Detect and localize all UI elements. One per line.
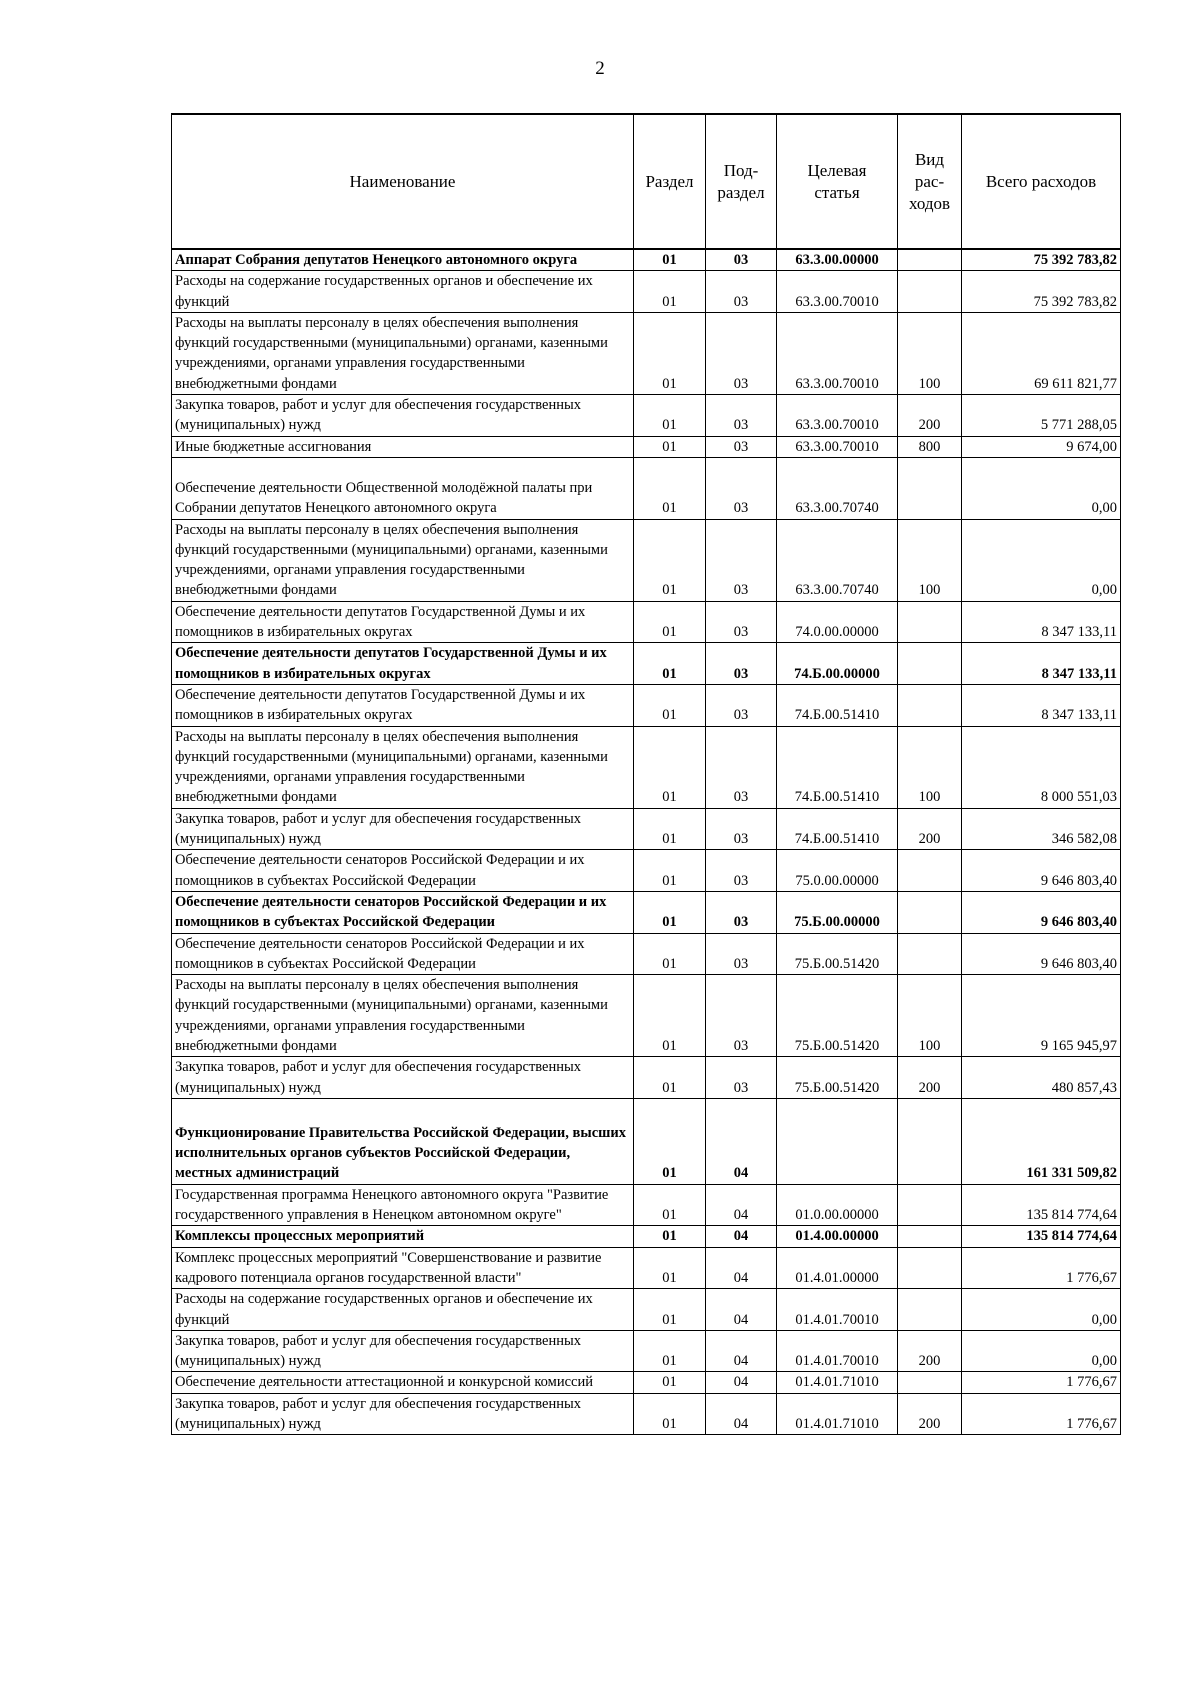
cell-subsection: 03 bbox=[706, 726, 777, 808]
table-row bbox=[172, 1247, 1121, 1289]
cell-name: Закупка товаров, работ и услуг для обеспечения государственных (муниципальных) нужд bbox=[172, 808, 634, 850]
page-number: 2 bbox=[595, 58, 605, 79]
cell-kind bbox=[898, 1184, 962, 1226]
cell-name: Закупка товаров, работ и услуг для обеспечения государственных (муниципальных) нужд bbox=[172, 1393, 634, 1435]
cell-section: 01 bbox=[634, 457, 706, 519]
table-row bbox=[172, 643, 1121, 685]
cell-name: Комплекс процессных мероприятий "Совершенствование и развитие кадрового потенциала органов государственной власти" bbox=[172, 1247, 634, 1289]
cell-section: 01 bbox=[634, 1372, 706, 1393]
cell-total: 135 814 774,64 bbox=[962, 1184, 1121, 1226]
cell-total: 1 776,67 bbox=[962, 1247, 1121, 1289]
cell-total: 480 857,43 bbox=[962, 1057, 1121, 1099]
cell-total: 0,00 bbox=[962, 519, 1121, 601]
cell-subsection: 03 bbox=[706, 249, 777, 271]
cell-total: 135 814 774,64 bbox=[962, 1226, 1121, 1247]
table-row bbox=[172, 1393, 1121, 1435]
cell-total: 75 392 783,82 bbox=[962, 271, 1121, 313]
table-row bbox=[172, 436, 1121, 457]
cell-subsection: 03 bbox=[706, 850, 777, 892]
cell-subsection: 03 bbox=[706, 601, 777, 643]
cell-target: 01.4.01.71010 bbox=[777, 1372, 898, 1393]
cell-target: 74.Б.00.00000 bbox=[777, 643, 898, 685]
table-row bbox=[172, 1057, 1121, 1099]
table-row bbox=[172, 726, 1121, 808]
cell-section: 01 bbox=[634, 1289, 706, 1331]
cell-target: 63.3.00.70010 bbox=[777, 271, 898, 313]
table-row bbox=[172, 1289, 1121, 1331]
cell-target bbox=[777, 1098, 898, 1184]
cell-subsection: 03 bbox=[706, 271, 777, 313]
cell-target: 01.4.00.00000 bbox=[777, 1226, 898, 1247]
cell-name: Закупка товаров, работ и услуг для обеспечения государственных (муниципальных) нужд bbox=[172, 395, 634, 437]
cell-section: 01 bbox=[634, 271, 706, 313]
cell-name: Обеспечение деятельности сенаторов Российской Федерации и их помощников в субъектах Российской Федерации bbox=[172, 933, 634, 975]
cell-target: 75.0.00.00000 bbox=[777, 850, 898, 892]
cell-total: 8 347 133,11 bbox=[962, 684, 1121, 726]
cell-target: 75.Б.00.51420 bbox=[777, 975, 898, 1057]
cell-section: 01 bbox=[634, 726, 706, 808]
cell-subsection: 04 bbox=[706, 1247, 777, 1289]
cell-target: 75.Б.00.51420 bbox=[777, 1057, 898, 1099]
cell-kind bbox=[898, 249, 962, 271]
cell-subsection: 03 bbox=[706, 808, 777, 850]
cell-kind: 800 bbox=[898, 436, 962, 457]
cell-subsection: 03 bbox=[706, 891, 777, 933]
cell-name: Расходы на выплаты персоналу в целях обеспечения выполнения функций государственными (муниципальными) органами, казенными учреждениями, органами управления государственными внебюджетными фондами bbox=[172, 312, 634, 394]
cell-subsection: 03 bbox=[706, 395, 777, 437]
cell-subsection: 03 bbox=[706, 933, 777, 975]
cell-section: 01 bbox=[634, 891, 706, 933]
table-row bbox=[172, 312, 1121, 394]
cell-name: Обеспечение деятельности сенаторов Российской Федерации и их помощников в субъектах Российской Федерации bbox=[172, 891, 634, 933]
cell-total: 9 646 803,40 bbox=[962, 891, 1121, 933]
cell-name: Комплексы процессных мероприятий bbox=[172, 1226, 634, 1247]
cell-section: 01 bbox=[634, 975, 706, 1057]
table-body bbox=[172, 249, 1121, 1435]
cell-kind bbox=[898, 457, 962, 519]
cell-target: 63.3.00.70010 bbox=[777, 312, 898, 394]
cell-name: Государственная программа Ненецкого автономного округа "Развитие государственного управления в Ненецком автономном округе" bbox=[172, 1184, 634, 1226]
cell-name: Функционирование Правительства Российской Федерации, высших исполнительных органов субъектов Российской Федерации, местных администраций bbox=[172, 1098, 634, 1184]
cell-target: 63.3.00.00000 bbox=[777, 249, 898, 271]
cell-total: 5 771 288,05 bbox=[962, 395, 1121, 437]
cell-kind bbox=[898, 684, 962, 726]
header-kind: Вид рас- ходов bbox=[898, 114, 962, 249]
header-name: Наименование bbox=[172, 114, 634, 249]
cell-target: 74.Б.00.51410 bbox=[777, 808, 898, 850]
cell-total: 1 776,67 bbox=[962, 1393, 1121, 1435]
cell-section: 01 bbox=[634, 312, 706, 394]
cell-kind bbox=[898, 1098, 962, 1184]
cell-name: Закупка товаров, работ и услуг для обеспечения государственных (муниципальных) нужд bbox=[172, 1330, 634, 1372]
cell-target: 63.3.00.70740 bbox=[777, 457, 898, 519]
cell-kind: 200 bbox=[898, 395, 962, 437]
cell-subsection: 03 bbox=[706, 436, 777, 457]
cell-target: 01.4.01.00000 bbox=[777, 1247, 898, 1289]
cell-name: Обеспечение деятельности депутатов Государственной Думы и их помощников в избирательных округах bbox=[172, 601, 634, 643]
cell-section: 01 bbox=[634, 1098, 706, 1184]
cell-target: 63.3.00.70740 bbox=[777, 519, 898, 601]
cell-section: 01 bbox=[634, 249, 706, 271]
cell-total: 8 347 133,11 bbox=[962, 601, 1121, 643]
cell-name: Расходы на содержание государственных органов и обеспечение их функций bbox=[172, 1289, 634, 1331]
header-total: Всего расходов bbox=[962, 114, 1121, 249]
cell-section: 01 bbox=[634, 643, 706, 685]
table-row bbox=[172, 808, 1121, 850]
cell-subsection: 03 bbox=[706, 643, 777, 685]
cell-subsection: 04 bbox=[706, 1226, 777, 1247]
cell-total: 69 611 821,77 bbox=[962, 312, 1121, 394]
cell-target: 63.3.00.70010 bbox=[777, 436, 898, 457]
cell-subsection: 04 bbox=[706, 1098, 777, 1184]
cell-section: 01 bbox=[634, 684, 706, 726]
table-row bbox=[172, 395, 1121, 437]
cell-kind bbox=[898, 891, 962, 933]
cell-section: 01 bbox=[634, 808, 706, 850]
table-row bbox=[172, 1330, 1121, 1372]
cell-kind bbox=[898, 1372, 962, 1393]
cell-kind: 200 bbox=[898, 1057, 962, 1099]
cell-target: 75.Б.00.00000 bbox=[777, 891, 898, 933]
cell-kind bbox=[898, 933, 962, 975]
cell-section: 01 bbox=[634, 1057, 706, 1099]
cell-total: 8 000 551,03 bbox=[962, 726, 1121, 808]
cell-kind bbox=[898, 1247, 962, 1289]
cell-kind bbox=[898, 271, 962, 313]
table-row bbox=[172, 975, 1121, 1057]
cell-target: 75.Б.00.51420 bbox=[777, 933, 898, 975]
cell-section: 01 bbox=[634, 1330, 706, 1372]
cell-name: Обеспечение деятельности сенаторов Российской Федерации и их помощников в субъектах Российской Федерации bbox=[172, 850, 634, 892]
cell-name: Иные бюджетные ассигнования bbox=[172, 436, 634, 457]
cell-total: 0,00 bbox=[962, 457, 1121, 519]
cell-kind: 100 bbox=[898, 519, 962, 601]
cell-total: 346 582,08 bbox=[962, 808, 1121, 850]
cell-section: 01 bbox=[634, 395, 706, 437]
cell-kind bbox=[898, 1289, 962, 1331]
cell-target: 01.4.01.70010 bbox=[777, 1330, 898, 1372]
cell-subsection: 03 bbox=[706, 457, 777, 519]
cell-kind: 100 bbox=[898, 312, 962, 394]
cell-total: 0,00 bbox=[962, 1330, 1121, 1372]
cell-target: 01.4.01.70010 bbox=[777, 1289, 898, 1331]
cell-section: 01 bbox=[634, 1184, 706, 1226]
cell-total: 1 776,67 bbox=[962, 1372, 1121, 1393]
table-row bbox=[172, 1372, 1121, 1393]
cell-kind: 100 bbox=[898, 975, 962, 1057]
cell-subsection: 04 bbox=[706, 1289, 777, 1331]
cell-total: 75 392 783,82 bbox=[962, 249, 1121, 271]
cell-section: 01 bbox=[634, 850, 706, 892]
table-row bbox=[172, 601, 1121, 643]
cell-total: 9 165 945,97 bbox=[962, 975, 1121, 1057]
cell-name: Обеспечение деятельности Общественной молодёжной палаты при Собрании депутатов Ненецкого автономного округа bbox=[172, 457, 634, 519]
cell-name: Расходы на выплаты персоналу в целях обеспечения выполнения функций государственными (муниципальными) органами, казенными учреждениями, органами управления государственными внебюджетными фондами bbox=[172, 726, 634, 808]
cell-section: 01 bbox=[634, 1393, 706, 1435]
cell-kind: 100 bbox=[898, 726, 962, 808]
cell-total: 161 331 509,82 bbox=[962, 1098, 1121, 1184]
cell-total: 9 646 803,40 bbox=[962, 850, 1121, 892]
table-row bbox=[172, 1226, 1121, 1247]
table-row bbox=[172, 457, 1121, 519]
cell-subsection: 03 bbox=[706, 519, 777, 601]
cell-target: 63.3.00.70010 bbox=[777, 395, 898, 437]
cell-kind: 200 bbox=[898, 1330, 962, 1372]
header-subsection: Под- раздел bbox=[706, 114, 777, 249]
cell-subsection: 04 bbox=[706, 1184, 777, 1226]
cell-total: 8 347 133,11 bbox=[962, 643, 1121, 685]
cell-section: 01 bbox=[634, 933, 706, 975]
cell-name: Расходы на содержание государственных органов и обеспечение их функций bbox=[172, 271, 634, 313]
table-row bbox=[172, 850, 1121, 892]
cell-total: 9 646 803,40 bbox=[962, 933, 1121, 975]
cell-section: 01 bbox=[634, 601, 706, 643]
cell-target: 74.Б.00.51410 bbox=[777, 684, 898, 726]
budget-table bbox=[171, 113, 1121, 1435]
table-row bbox=[172, 684, 1121, 726]
cell-kind bbox=[898, 850, 962, 892]
cell-target: 01.0.00.00000 bbox=[777, 1184, 898, 1226]
cell-target: 74.0.00.00000 bbox=[777, 601, 898, 643]
cell-section: 01 bbox=[634, 436, 706, 457]
cell-name: Расходы на выплаты персоналу в целях обеспечения выполнения функций государственными (муниципальными) органами, казенными учреждениями, органами управления государственными внебюджетными фондами bbox=[172, 519, 634, 601]
cell-name: Обеспечение деятельности депутатов Государственной Думы и их помощников в избирательных округах bbox=[172, 643, 634, 685]
cell-kind: 200 bbox=[898, 1393, 962, 1435]
cell-name: Закупка товаров, работ и услуг для обеспечения государственных (муниципальных) нужд bbox=[172, 1057, 634, 1099]
cell-kind: 200 bbox=[898, 808, 962, 850]
table-row bbox=[172, 1184, 1121, 1226]
cell-name: Расходы на выплаты персоналу в целях обеспечения выполнения функций государственными (муниципальными) органами, казенными учреждениями, органами управления государственными внебюджетными фондами bbox=[172, 975, 634, 1057]
table-row bbox=[172, 1098, 1121, 1184]
table-row bbox=[172, 891, 1121, 933]
cell-subsection: 03 bbox=[706, 975, 777, 1057]
cell-target: 01.4.01.71010 bbox=[777, 1393, 898, 1435]
cell-section: 01 bbox=[634, 1247, 706, 1289]
cell-target: 74.Б.00.51410 bbox=[777, 726, 898, 808]
header-section: Раздел bbox=[634, 114, 706, 249]
cell-total: 9 674,00 bbox=[962, 436, 1121, 457]
cell-kind bbox=[898, 643, 962, 685]
cell-subsection: 03 bbox=[706, 1057, 777, 1099]
cell-kind bbox=[898, 601, 962, 643]
cell-subsection: 04 bbox=[706, 1372, 777, 1393]
cell-kind bbox=[898, 1226, 962, 1247]
cell-section: 01 bbox=[634, 519, 706, 601]
cell-section: 01 bbox=[634, 1226, 706, 1247]
table-header-row bbox=[172, 114, 1121, 249]
table-row bbox=[172, 271, 1121, 313]
cell-name: Обеспечение деятельности депутатов Государственной Думы и их помощников в избирательных округах bbox=[172, 684, 634, 726]
cell-subsection: 03 bbox=[706, 684, 777, 726]
cell-subsection: 04 bbox=[706, 1330, 777, 1372]
cell-total: 0,00 bbox=[962, 1289, 1121, 1331]
cell-name: Обеспечение деятельности аттестационной и конкурсной комиссий bbox=[172, 1372, 634, 1393]
cell-name: Аппарат Собрания депутатов Ненецкого автономного округа bbox=[172, 249, 634, 271]
table-row bbox=[172, 249, 1121, 271]
header-target: Целевая статья bbox=[777, 114, 898, 249]
cell-subsection: 03 bbox=[706, 312, 777, 394]
cell-subsection: 04 bbox=[706, 1393, 777, 1435]
table-row bbox=[172, 519, 1121, 601]
table-row bbox=[172, 933, 1121, 975]
